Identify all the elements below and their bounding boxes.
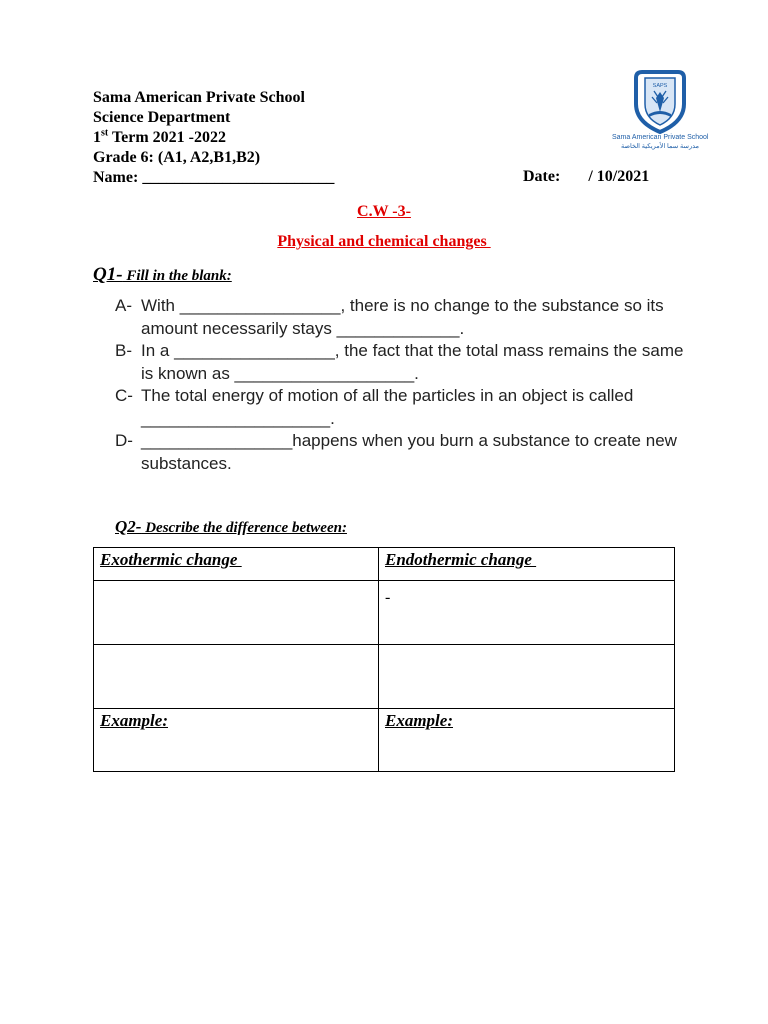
- list-item: [115, 295, 695, 340]
- item-text: In a _________________, the fact that the total mass remains the same is known as ___________________.: [141, 341, 684, 383]
- item-text: The total energy of motion of all the particles in an object is called ____________________.: [141, 386, 634, 428]
- logo-caption-ar: مدرسة سما الأمريكية الخاصة: [621, 143, 699, 150]
- table-header-row: [94, 548, 675, 581]
- name-field: Name: ________________________: [93, 169, 335, 186]
- answer-cell: -: [379, 581, 675, 645]
- item-letter: B-: [115, 341, 132, 360]
- school-name: Sama American Private School: [93, 89, 305, 106]
- svg-text:SAPS: SAPS: [652, 83, 668, 89]
- q1-heading: Q1- Fill in the blank:: [93, 264, 232, 285]
- list-item: [115, 430, 695, 475]
- example-cell: Example:: [379, 709, 675, 772]
- list-item: [115, 340, 695, 385]
- table-row: [94, 581, 675, 645]
- example-cell: Example:: [94, 709, 379, 772]
- item-letter: C-: [115, 386, 133, 405]
- endothermic-header: Endothermic change: [379, 548, 675, 581]
- item-text: ________________happens when you burn a substance to create new substances.: [141, 431, 677, 473]
- item-letter: A-: [115, 296, 132, 315]
- department: Science Department: [93, 109, 231, 126]
- term: 1st Term 2021 -2022: [93, 127, 227, 146]
- classwork-number: C.W -3-: [357, 203, 411, 220]
- list-item: [115, 385, 695, 430]
- worksheet-topic: Physical and chemical changes: [277, 233, 491, 250]
- answer-cell: [379, 645, 675, 709]
- item-text: With _________________, there is no change to the substance so its amount necessarily stays _____________.: [141, 296, 664, 338]
- exothermic-header: Exothermic change: [94, 548, 379, 581]
- table-row: [94, 645, 675, 709]
- grade: Grade 6: (A1, A2,B1,B2): [93, 149, 261, 166]
- answer-cell: [94, 645, 379, 709]
- date-field: Date: / 10/2021: [523, 168, 650, 185]
- comparison-table: [93, 547, 675, 772]
- item-letter: D-: [115, 431, 133, 450]
- answer-cell: [94, 581, 379, 645]
- table-row: [94, 709, 675, 772]
- q1-items: [115, 295, 695, 475]
- school-header: [93, 88, 334, 188]
- logo-caption: [612, 134, 708, 150]
- logo-caption-en: Sama American Private School: [612, 134, 709, 141]
- q2-heading: Q2- Describe the difference between:: [115, 517, 347, 536]
